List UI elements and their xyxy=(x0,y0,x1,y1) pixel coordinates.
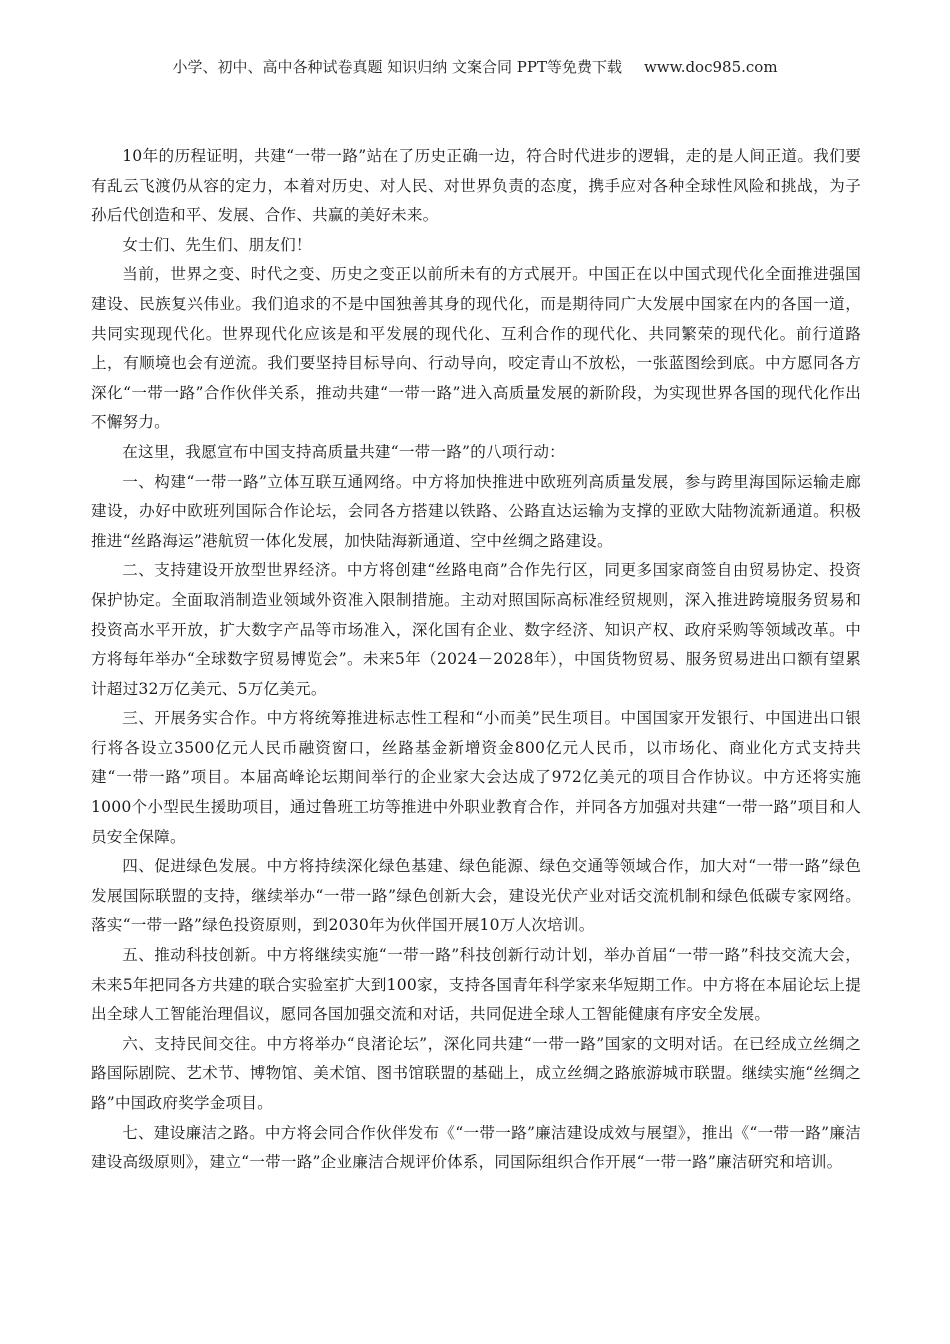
header-text: 小学、初中、高中各种试卷真题 知识归纳 文案合同 PPT等免费下载 xyxy=(172,58,622,76)
paragraph: 一、构建“一带一路”立体互联互通网络。中方将加快推进中欧班列高质量发展，参与跨里海国际运输走廊建设，办好中欧班列国际合作论坛，会同各方搭建以铁路、公路直达运输为支撑的亚欧大陆物流新通道。积极推进“丝路海运”港航贸一体化发展，加快陆海新通道、空中丝绸之路建设。 xyxy=(91,472,861,550)
paragraph: 五、推动科技创新。中方将继续实施“一带一路”科技创新行动计划，举办首届“一带一路”科技交流大会，未来5年把同各方共建的联合实验室扩大到100家，支持各国青年科学家来华短期工作。中方将在本届论坛上提出全球人工智能治理倡议，愿同各国加强交流和对话，共同促进全球人工智能健康有序安全发展。 xyxy=(91,946,861,1024)
paragraph: 二、支持建设开放型世界经济。中方将创建“丝路电商”合作先行区，同更多国家商签自由贸易协定、投资保护协定。全面取消制造业领域外资准入限制措施。主动对照国际高标准经贸规则，深入推进跨境服务贸易和投资高水平开放，扩大数字产品等市场准入，深化国有企业、数字经济、知识产权、政府采购等领域改革。中方将每年举办“全球数字贸易博览会”。未来5年（2024－2028年），中国货物贸易、服务贸易进出口额有望累计超过32万亿美元、5万亿美元。 xyxy=(91,561,861,698)
paragraph: 女士们、先生们、朋友们！ xyxy=(122,235,312,254)
header-site-link[interactable]: www.doc985.com xyxy=(643,58,778,76)
paragraph: 七、建设廉洁之路。中方将会同合作伙伴发布《“一带一路”廉洁建设成效与展望》，推出《“一带一路”廉洁建设高级原则》，建立“一带一路”企业廉洁合规评价体系，同国际组织合作开展“一带一路”廉洁研究和培训。 xyxy=(91,1123,861,1172)
paragraph: 10年的历程证明，共建“一带一路”站在了历史正确一边，符合时代进步的逻辑，走的是人间正道。我们要有乱云飞渡仍从容的定力，本着对历史、对人民、对世界负责的态度，携手应对各种全球性风险和挑战，为子孙后代创造和平、发展、合作、共赢的美好未来。 xyxy=(91,147,861,225)
paragraph: 四、促进绿色发展。中方将持续深化绿色基建、绿色能源、绿色交通等领域合作，加大对“一带一路”绿色发展国际联盟的支持，继续举办“一带一路”绿色创新大会，建设光伏产业对话交流机制和绿色低碳专家网络。落实“一带一路”绿色投资原则，到2030年为伙伴国开展10万人次培训。 xyxy=(91,857,861,935)
paragraph: 六、支持民间交往。中方将举办“良渚论坛”，深化同共建“一带一路”国家的文明对话。在已经成立丝绸之路国际剧院、艺术节、博物馆、美术馆、图书馆联盟的基础上，成立丝绸之路旅游城市联盟。继续实施“丝绸之路”中国政府奖学金项目。 xyxy=(91,1034,861,1112)
document-body xyxy=(91,142,861,1178)
page-header xyxy=(0,56,950,78)
paragraph: 在这里，我愿宣布中国支持高质量共建“一带一路”的八项行动： xyxy=(122,442,565,461)
paragraph: 三、开展务实合作。中方将统筹推进标志性工程和“小而美”民生项目。中国国家开发银行、中国进出口银行将各设立3500亿元人民币融资窗口，丝路基金新增资金800亿元人民币，以市场化、商业化方式支持共建“一带一路”项目。本届高峰论坛期间举行的企业家大会达成了972亿美元的项目合作协议。中方还将实施1000个小型民生援助项目，通过鲁班工坊等推进中外职业教育合作，并同各方加强对共建“一带一路”项目和人员安全保障。 xyxy=(91,709,861,846)
paragraph: 当前，世界之变、时代之变、历史之变正以前所未有的方式展开。中国正在以中国式现代化全面推进强国建设、民族复兴伟业。我们追求的不是中国独善其身的现代化，而是期待同广大发展中国家在内的各国一道，共同实现现代化。世界现代化应该是和平发展的现代化、互利合作的现代化、共同繁荣的现代化。前行道路上，有顺境也会有逆流。我们要坚持目标导向、行动导向，咬定青山不放松，一张蓝图绘到底。中方愿同各方深化“一带一路”合作伙伴关系，推动共建“一带一路”进入高质量发展的新阶段，为实现世界各国的现代化作出不懈努力。 xyxy=(91,265,861,432)
